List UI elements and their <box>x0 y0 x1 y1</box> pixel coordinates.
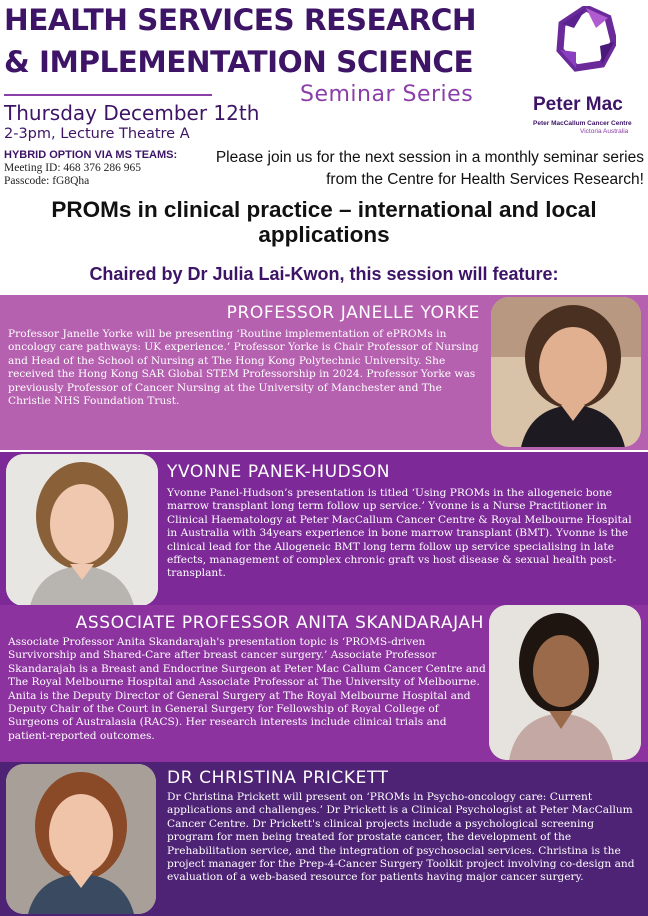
chair-line: Chaired by Dr Julia Lai-Kwon, this session will feature: <box>89 264 559 284</box>
speaker-section <box>0 295 648 450</box>
portrait-photo <box>491 297 641 447</box>
speaker-name: ASSOCIATE PROFESSOR ANITA SKANDARAJAH <box>75 613 484 633</box>
speaker-bio: Yvonne Panel-Hudson’s presentation is titled ‘Using PROMs in the allogeneic bone marrow transplant long term follow up service.’ Yvonne is a Nurse Practitioner in Clinical Haematology at Peter MacCallum Cancer Centre & Royal Melbourne Hospital in Australia with 34years experience in bone marrow transplant (BMT). Yvonne is the clinical lead for the Allogeneic BMT long term follow up service specialising in late effects, management of complex chronic graft vs host disease & sexual health post-transplant. <box>167 487 632 580</box>
hybrid-option-label: HYBRID OPTION VIA MS TEAMS: <box>4 149 178 161</box>
meeting-id: Meeting ID: 468 376 286 965 <box>4 162 142 174</box>
peter-mac-logo-icon <box>556 6 616 86</box>
speaker-section <box>0 452 648 605</box>
speaker-bio: Associate Professor Anita Skandarajah's presentation topic is ‘PROMS-driven Survivorship and Shared-Care after breast cancer surgery.’ Associate Professor Skandarajah is a Breast and Endocrine Surgeon at Peter Mac Callum Cancer Centre and The Royal Melbourne Hospital and Associate Professor at The University of Melbourne. Anita is the Deputy Director of General Surgery at The Royal Melbourne Hospital and Deputy Chair of the Court in General Surgery for Fellowship of Royal College of Surgeons of Australasia (RACS). Her research interests include clinical trials and patient-reported outcomes. <box>8 636 486 742</box>
brand-location: Victoria Australia <box>580 128 629 135</box>
brand-name: Peter Mac <box>533 94 623 115</box>
speaker-section <box>0 605 648 762</box>
speaker-section <box>0 762 648 916</box>
portrait-photo <box>489 605 641 760</box>
portrait-photo <box>6 454 158 606</box>
speaker-bio: Dr Christina Prickett will present on ‘PROMs in Psycho-oncology care: Current applications and challenges.’ Dr Prickett is a Clinical Psychologist at Peter MacCallum Cancer Centre. Dr Prickett's clinical projects include a psychological screening program for men being treated for prostate cancer, the development of the Prehabilitation service, and the integration of psychosocial services. Christina is the project manager for the Prep-4-Cancer Surgery Toolkit project involving co-design and evaluation of a web-based resource for patients having major cancer surgery. <box>167 791 635 884</box>
portrait-photo <box>6 764 156 914</box>
session-title: PROMs in clinical practice – international and local applications <box>51 197 597 247</box>
passcode: Passcode: fG8Qha <box>4 175 90 187</box>
brand-subtitle: Peter MacCallum Cancer Centre <box>533 120 632 127</box>
speaker-bio: Professor Janelle Yorke will be presenting ‘Routine implementation of ePROMs in oncology care pathways: UK experience.’ Professor Yorke is Chair Professor of Nursing and Head of the School of Nursing at The Hong Kong Polytechnic University. She received the Hong Kong SAR Global STEM Professorship in 2024. Professor Yorke was previously Professor of Cancer Nursing at the University of Manchester and The Christie NHS Foundation Trust. <box>8 328 479 408</box>
title-underline <box>4 94 212 96</box>
speaker-name: DR CHRISTINA PRICKETT <box>167 768 389 788</box>
title-line-1: HEALTH SERVICES RESEARCH <box>4 3 477 37</box>
speaker-name: PROFESSOR JANELLE YORKE <box>226 303 480 323</box>
speaker-name: YVONNE PANEK-HUDSON <box>167 462 391 482</box>
invite-text: Please join us for the next session in a monthly seminar series from the Centre for Health Services Research! <box>215 149 644 188</box>
event-time-location: 2-3pm, Lecture Theatre A <box>4 126 190 142</box>
title-line-2: & IMPLEMENTATION SCIENCE <box>4 45 474 79</box>
event-date: Thursday December 12th <box>4 101 260 125</box>
series-label: Seminar Series <box>300 82 474 107</box>
